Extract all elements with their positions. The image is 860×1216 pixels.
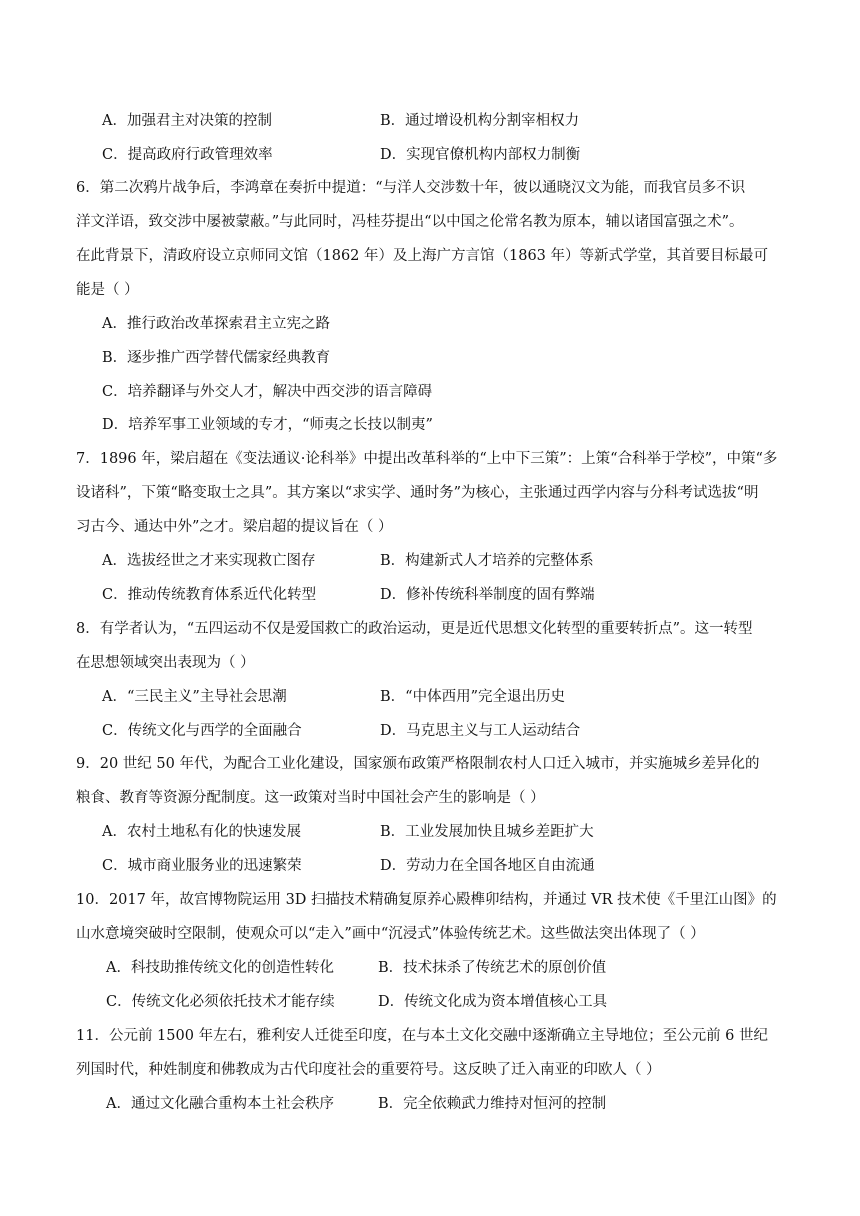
question-8-option-b: B．“中体西用”完全退出历史 [380, 689, 565, 705]
question-9-option-a: A．农村土地私有化的快速发展 [102, 824, 301, 840]
question-9-stem-line-2: 粮食、教育等资源分配制度。这一政策对当时中国社会产生的影响是（ ） [76, 790, 545, 806]
question-8-options-row-1 [0, 687, 860, 707]
question-5-options-row-2 [0, 145, 860, 165]
question-9-stem-line-1: 9．20 世纪 50 年代，为配合工业化建设，国家颁布政策严格限制农村人口迁入城市，并实施城乡差异化的 [76, 756, 760, 772]
question-7-option-d: D．修补传统科举制度的固有弊端 [380, 587, 595, 603]
question-6-option-b: B．逐步推广西学替代儒家经典教育 [102, 350, 331, 366]
question-8-options-row-2 [0, 721, 860, 741]
question-6-stem-line-3: 在此背景下，清政府设立京师同文馆（1862 年）及上海广方言馆（1863 年）等新式学堂，其首要目标最可 [76, 248, 769, 264]
question-9-option-c: C．城市商业服务业的迅速繁荣 [102, 858, 302, 874]
question-10-option-d: D．传统文化成为资本增值核心工具 [378, 994, 608, 1010]
question-6-stem-line-4: 能是（ ） [76, 282, 139, 298]
question-5-options-row-1 [0, 111, 860, 131]
question-7-stem-line-1: 7．1896 年，梁启超在《变法通议·论科举》中提出改革科举的“上中下三策”：上策“合科举于学校”，中策“多 [76, 451, 778, 467]
question-7-stem-line-2: 设诸科”，下策“略变取士之具”。其方案以“求实学、通时务”为核心，主张通过西学内容与分科考试选拔“明 [76, 485, 759, 501]
question-8-stem-line-1: 8．有学者认为，“五四运动不仅是爱国救亡的政治运动，更是近代思想文化转型的重要转折点”。这一转型 [76, 621, 753, 637]
question-11-options-row-1 [0, 1094, 860, 1114]
question-7-stem-line-3: 习古今、通达中外”之才。梁启超的提议旨在（ ） [76, 519, 393, 535]
question-9-options-row-1 [0, 822, 860, 842]
question-6-stem-line-2: 洋文洋语，致交涉中屡被蒙蔽。”与此同时，冯桂芬提出“以中国之伦常名教为原本，辅以诸国富强之术”。 [76, 214, 744, 230]
question-9-option-b: B．工业发展加快且城乡差距扩大 [380, 824, 594, 840]
question-11-option-a: A．通过文化融合重构本土社会秩序 [106, 1096, 334, 1112]
question-7-option-a: A．选拔经世之才来实现救亡图存 [102, 553, 316, 569]
question-5-option-a: A．加强君主对决策的控制 [102, 113, 272, 129]
question-7-option-c: C．推动传统教育体系近代化转型 [102, 587, 317, 603]
question-8-option-a: A．“三民主义”主导社会思潮 [102, 689, 287, 705]
question-8-option-d: D．马克思主义与工人运动结合 [380, 723, 581, 739]
question-10-option-b: B．技术抹杀了传统艺术的原创价值 [378, 960, 607, 976]
question-7-options-row-2 [0, 585, 860, 605]
question-10-options-row-1 [0, 958, 860, 978]
question-5-option-c: C．提高政府行政管理效率 [102, 147, 273, 163]
question-6-option-d: D．培养军事工业领域的专才，“师夷之长技以制夷” [102, 417, 433, 433]
question-8-stem-line-2: 在思想领域突出表现为（ ） [76, 655, 255, 671]
question-10-stem-line-1: 10．2017 年，故宫博物院运用 3D 扫描技术精确复原养心殿榫卯结构，并通过 VR 技术使《千里江山图》的 [76, 892, 777, 908]
question-7-option-b: B．构建新式人才培养的完整体系 [380, 553, 594, 569]
question-11-stem-line-2: 列国时代，种姓制度和佛教成为古代印度社会的重要符号。这反映了迁入南亚的印欧人（ ） [76, 1062, 661, 1078]
question-9-option-d: D．劳动力在全国各地区自由流通 [380, 858, 595, 874]
question-10-options-row-2 [0, 992, 860, 1012]
question-7-options-row-1 [0, 551, 860, 571]
question-11-option-b: B．完全依赖武力维持对恒河的控制 [378, 1096, 607, 1112]
question-8-option-c: C．传统文化与西学的全面融合 [102, 723, 302, 739]
question-5-option-d: D．实现官僚机构内部权力制衡 [380, 147, 581, 163]
question-6-option-c: C．培养翻译与外交人才，解决中西交涉的语言障碍 [102, 384, 433, 400]
question-10-option-a: A．科技助推传统文化的创造性转化 [106, 960, 334, 976]
question-11-stem-line-1: 11．公元前 1500 年左右，雅利安人迁徙至印度，在与本土文化交融中逐渐确立主导地位；至公元前 6 世纪 [76, 1028, 769, 1044]
question-9-options-row-2 [0, 856, 860, 876]
question-6-stem-line-1: 6．第二次鸦片战争后，李鸿章在奏折中提道：“与洋人交涉数十年，彼以通晓汉文为能，而我官员多不识 [76, 180, 746, 196]
question-6-option-a: A．推行政治改革探索君主立宪之路 [102, 316, 330, 332]
question-5-option-b: B．通过增设机构分割宰相权力 [380, 113, 580, 129]
question-10-stem-line-2: 山水意境突破时空限制，使观众可以“走入”画中“沉浸式”体验传统艺术。这些做法突出体现了（ ） [76, 926, 705, 942]
question-10-option-c: C．传统文化必须依托技术才能存续 [106, 994, 335, 1010]
